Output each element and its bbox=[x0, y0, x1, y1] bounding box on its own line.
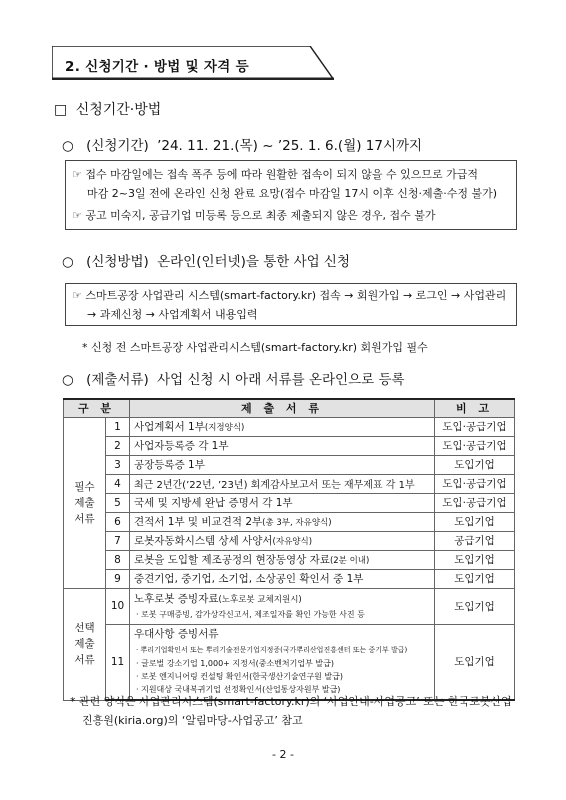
category-text: 서류 bbox=[74, 512, 95, 525]
circle-bullet-icon: ○ bbox=[62, 138, 74, 154]
footnote-line: 진흥원(kiria.org)의 ‘알림마당-사업공고’ 참고 bbox=[82, 714, 303, 727]
period-line bbox=[62, 134, 422, 154]
note-cell: 도입기업 bbox=[435, 569, 515, 588]
footnote bbox=[70, 692, 512, 730]
category-text: 제출 bbox=[74, 496, 95, 509]
document-cell: 사업자등록증 각 1부 bbox=[130, 436, 435, 455]
document-subline: · 로봇 엔지니어링 컨설팅 확인서(한국생산기술연구원 발급) bbox=[136, 671, 343, 681]
row-number: 7 bbox=[106, 531, 130, 550]
document-cell: 공장등록증 1부 bbox=[130, 455, 435, 474]
table-row bbox=[64, 624, 515, 700]
document-cell: 중견기업, 중기업, 소기업, 소상공인 확인서 중 1부 bbox=[130, 569, 435, 588]
note-row bbox=[72, 184, 510, 203]
row-number: 6 bbox=[106, 512, 130, 531]
category-text: 선택 bbox=[74, 622, 95, 634]
note-cell: 도입·공급기업 bbox=[435, 474, 515, 493]
table-row bbox=[64, 455, 515, 474]
table-row bbox=[64, 550, 515, 569]
category-required bbox=[64, 417, 106, 588]
note-cell: 도입기업 bbox=[435, 588, 515, 624]
subheading-title: 신청기간·방법 bbox=[75, 102, 162, 118]
docs-label: (제출서류) bbox=[86, 372, 149, 388]
notes-box-1 bbox=[65, 160, 517, 230]
note-row bbox=[72, 286, 510, 305]
row-number: 11 bbox=[106, 624, 130, 700]
notes-box-2 bbox=[65, 283, 517, 326]
note-text: → 과제신청 → 사업계획서 내용입력 bbox=[87, 308, 258, 321]
document-cell: 견적서 1부 및 비교견적 2부(총 3부, 자유양식) bbox=[130, 512, 435, 531]
period-text: ’24. 11. 21.(목) ~ ’25. 1. 6.(월) 17시까지 bbox=[157, 138, 423, 154]
section-title: 2. 신청기간 · 방법 및 자격 등 bbox=[65, 59, 249, 75]
method-line bbox=[62, 250, 350, 270]
table-header-row bbox=[64, 399, 515, 417]
circle-bullet-icon: ○ bbox=[62, 372, 74, 388]
note-text: 접수 마감일에는 접속 폭주 등에 따라 원활한 접속이 되지 않을 수 있으므로 가급적 bbox=[85, 168, 478, 181]
table-row bbox=[64, 417, 515, 436]
document-cell: 로봇을 도입할 제조공정의 현장동영상 자료(2분 이내) bbox=[130, 550, 435, 569]
note-row bbox=[72, 305, 510, 324]
method-note: * 신청 전 스마트공장 사업관리시스템(smart-factory.kr) 회원가입 필수 bbox=[82, 341, 428, 354]
page-number: - 2 - bbox=[272, 748, 294, 761]
table-row bbox=[64, 512, 515, 531]
header-note: 비 고 bbox=[435, 399, 515, 417]
note-cell: 도입·공급기업 bbox=[435, 417, 515, 436]
row-number: 3 bbox=[106, 455, 130, 474]
note-text: 공고 미숙지, 공급기업 미등록 등으로 최종 제출되지 않은 경우, 접수 불가 bbox=[85, 209, 436, 222]
docs-text: 사업 신청 시 아래 서류를 온라인으로 등록 bbox=[157, 372, 405, 388]
pointing-hand-icon: ☞ bbox=[72, 168, 82, 181]
document-subline: · 뿌리기업확인서 또는 뿌리기술전문기업지정증(국가뿌리산업진흥센터 또는 중기부 발급) bbox=[136, 645, 408, 654]
document-subline: · 글로벌 강소기업 1,000+ 지정서(중소벤처기업부 발급) bbox=[136, 658, 334, 668]
document-title: 우대사항 증빙서류 bbox=[134, 627, 219, 640]
document-cell: 국세 및 지방세 완납 증명서 각 1부 bbox=[130, 493, 435, 512]
square-bullet-icon: □ bbox=[54, 102, 68, 118]
footnote-line: * 관련 양식은 사업관리시스템(smart-factory.kr)의 ‘사업안내-사업공고’ 또는 한국로봇산업 bbox=[70, 695, 512, 708]
header-document: 제 출 서 류 bbox=[130, 399, 435, 417]
pointing-hand-icon: ☞ bbox=[72, 209, 82, 222]
table-row bbox=[64, 588, 515, 624]
row-number: 5 bbox=[106, 493, 130, 512]
docs-heading bbox=[62, 368, 405, 388]
method-text: 온라인(인터넷)을 통한 사업 신청 bbox=[157, 254, 351, 270]
document-subline: · 지원대상 국내복귀기업 선정확인서(산업통상자원부 발급) bbox=[136, 684, 341, 694]
category-text: 필수 bbox=[74, 480, 95, 493]
row-number: 9 bbox=[106, 569, 130, 588]
note-text: 마감 2~3일 전에 온라인 신청 완료 요망(접수 마감일 17시 이후 신청·제출·수정 불가) bbox=[87, 187, 498, 200]
table-row bbox=[64, 569, 515, 588]
note-row bbox=[72, 206, 510, 225]
section-title-box bbox=[52, 46, 334, 80]
note-text: 스마트공장 사업관리 시스템(smart-factory.kr) 접속 → 회원가입 → 로그인 → 사업관리 bbox=[85, 289, 507, 302]
document-cell: 노후로봇 증빙자료(노후로봇 교체지원시) · 로봇 구매증빙, 감가상각신고서, 제조일자를 확인 가능한 사진 등 bbox=[130, 588, 435, 624]
table-row bbox=[64, 474, 515, 493]
note-cell: 도입·공급기업 bbox=[435, 493, 515, 512]
table-row bbox=[64, 493, 515, 512]
note-cell: 도입·공급기업 bbox=[435, 436, 515, 455]
category-text: 서류 bbox=[74, 654, 95, 666]
note-cell: 도입기업 bbox=[435, 455, 515, 474]
period-label: (신청기간) bbox=[86, 138, 149, 154]
method-label: (신청방법) bbox=[86, 254, 149, 270]
table-row bbox=[64, 531, 515, 550]
row-number: 10 bbox=[106, 588, 130, 624]
circle-bullet-icon: ○ bbox=[62, 254, 74, 270]
document-cell: 최근 2년간(’22년, ’23년) 회계감사보고서 또는 재무제표 각 1부 bbox=[130, 474, 435, 493]
note-cell: 도입기업 bbox=[435, 512, 515, 531]
row-number: 2 bbox=[106, 436, 130, 455]
category-optional bbox=[64, 588, 106, 700]
pointing-hand-icon: ☞ bbox=[72, 289, 82, 302]
row-number: 1 bbox=[106, 417, 130, 436]
table-row bbox=[64, 436, 515, 455]
document-subline: · 로봇 구매증빙, 감가상각신고서, 제조일자를 확인 가능한 사진 등 bbox=[136, 609, 365, 619]
row-number: 8 bbox=[106, 550, 130, 569]
category-text: 제출 bbox=[74, 638, 95, 650]
note-cell: 도입기업 bbox=[435, 624, 515, 700]
row-number: 4 bbox=[106, 474, 130, 493]
document-cell: 사업계획서 1부(지정양식) bbox=[130, 417, 435, 436]
note-cell: 도입기업 bbox=[435, 550, 515, 569]
document-cell: 로봇자동화시스템 상세 사양서(자유양식) bbox=[130, 531, 435, 550]
header-category: 구 분 bbox=[64, 399, 130, 417]
subheading bbox=[54, 99, 161, 119]
note-cell: 공급기업 bbox=[435, 531, 515, 550]
document-cell bbox=[130, 624, 435, 700]
documents-table bbox=[63, 398, 515, 701]
note-row bbox=[72, 165, 510, 184]
